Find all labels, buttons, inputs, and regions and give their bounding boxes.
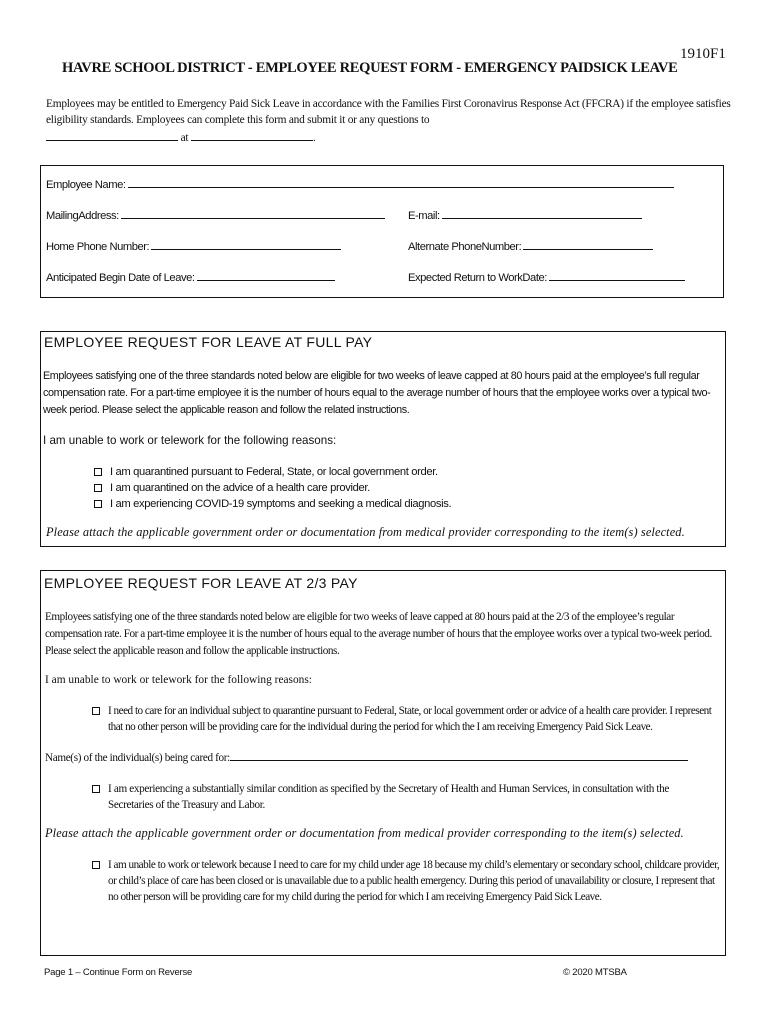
home-phone-input[interactable] bbox=[151, 238, 341, 250]
full-pay-reason-1-checkbox[interactable] bbox=[94, 468, 102, 476]
full-pay-reason-3: I am experiencing COVID-19 symptoms and seeking a medical diagnosis. bbox=[110, 498, 452, 510]
intro-period: . bbox=[312, 132, 316, 144]
contact-name-field[interactable] bbox=[46, 128, 178, 141]
two-thirds-pay-attach-note: Please attach the applicable government order or documentation from medical provider corresponding to the item(s) selected. bbox=[45, 826, 684, 840]
mailing-address-input[interactable] bbox=[121, 207, 385, 219]
full-pay-heading: EMPLOYEE REQUEST FOR LEAVE AT FULL PAY bbox=[44, 334, 376, 350]
two-thirds-pay-section bbox=[40, 570, 726, 956]
email-label: E-mail: bbox=[408, 210, 440, 222]
similar-condition-checkbox[interactable] bbox=[92, 785, 100, 793]
alt-phone-row bbox=[408, 238, 653, 253]
full-pay-reason-2: I am quarantined on the advice of a health care provider. bbox=[110, 482, 370, 494]
footer-copyright: © 2020 MTSBA bbox=[563, 967, 627, 978]
cared-for-names-row bbox=[45, 749, 688, 766]
care-individual-reason: I need to care for an individual subject to quarantine pursuant to Federal, State, or local government order or advice of a health care provider. I represent that no other person will be providing care for the individual during the period for which the I am receiving Emergency Paid Sick Leave. bbox=[108, 705, 712, 733]
return-date-input[interactable] bbox=[549, 269, 685, 281]
cared-for-names-label: Name(s) of the individual(s) being cared for: bbox=[45, 752, 230, 764]
home-phone-row bbox=[46, 238, 341, 253]
intro-text: Employees may be entitled to Emergency Paid Sick Leave in accordance with the Families First Coronavirus Response Act (FFCRA) if the employee satisfies eligibility standards. Employees can complete this form and submit it or any questions to bbox=[46, 98, 731, 126]
two-thirds-pay-description: Employees satisfying one of the three standards noted below are eligible for two weeks of leave capped at 80 hours paid at the 2/3 of the employee’s regular compensation rate. For a part-time employee it is the number of hours equal to the average number of hours that the employee works over a typical two-week period. Please select the applicable reason and follow the applicable instructions. bbox=[45, 611, 712, 657]
care-individual-checkbox[interactable] bbox=[92, 707, 100, 715]
two-thirds-pay-reason-intro: I am unable to work or telework for the following reasons: bbox=[45, 674, 312, 686]
intro-at: at bbox=[180, 132, 189, 144]
begin-date-input[interactable] bbox=[197, 269, 335, 281]
intro-paragraph bbox=[46, 96, 736, 146]
contact-info-field[interactable] bbox=[191, 128, 313, 141]
page-title: HAVRE SCHOOL DISTRICT - EMPLOYEE REQUEST FORM - EMERGENCY PAIDSICK LEAVE bbox=[62, 60, 678, 76]
full-pay-attach-note: Please attach the applicable government order or documentation from medical provider corresponding to the item(s) selected. bbox=[46, 525, 685, 539]
mailing-address-label: MailingAddress: bbox=[46, 210, 119, 222]
employee-info-box bbox=[40, 165, 724, 298]
employee-name-label: Employee Name: bbox=[46, 179, 126, 191]
return-date-label: Expected Return to WorkDate: bbox=[408, 272, 547, 284]
footer-page-note: Page 1 – Continue Form on Reverse bbox=[44, 967, 193, 978]
full-pay-section bbox=[40, 331, 726, 547]
full-pay-reason-intro: I am unable to work or telework for the following reasons: bbox=[43, 434, 337, 447]
email-input[interactable] bbox=[442, 207, 642, 219]
employee-name-input[interactable] bbox=[128, 176, 674, 188]
return-date-row bbox=[408, 269, 685, 284]
full-pay-reason-2-checkbox[interactable] bbox=[94, 484, 102, 492]
child-care-reason: I am unable to work or telework because I need to care for my child under age 18 because my child’s elementary or secondary school, childcare provider, or child’s place of care has been closed or is unavailable due to a public health emergency. During this period of unavailability or closure, I represent that no other person will be providing care for my child during the period for which I am receiving Emergency Paid Sick Leave. bbox=[108, 859, 720, 903]
similar-condition-reason: I am experiencing a substantially similar condition as specified by the Secretary of Health and Human Services, in consultation with the Secretaries of the Treasury and Labor. bbox=[108, 783, 670, 811]
mailing-address-row bbox=[46, 207, 385, 222]
begin-date-row bbox=[46, 269, 335, 284]
two-thirds-pay-heading: EMPLOYEE REQUEST FOR LEAVE AT 2/3 PAY bbox=[44, 575, 362, 591]
cared-for-names-input[interactable] bbox=[230, 749, 688, 761]
form-id: 1910F1 bbox=[680, 46, 726, 62]
employee-name-row bbox=[46, 176, 674, 191]
home-phone-label: Home Phone Number: bbox=[46, 241, 150, 253]
full-pay-description: Employees satisfying one of the three standards noted below are eligible for two weeks of leave capped at 80 hours paid at the employee’s full regular compensation rate. For a part-time employee it is the number of hours equal to the average number of hours that the employee works over a typical two-week period. Please select the applicable reason and follow the related instructions. bbox=[43, 370, 711, 416]
full-pay-reason-1: I am quarantined pursuant to Federal, State, or local government order. bbox=[110, 466, 438, 478]
alt-phone-label: Alternate PhoneNumber: bbox=[408, 241, 522, 253]
alt-phone-input[interactable] bbox=[523, 238, 653, 250]
email-row bbox=[408, 207, 642, 222]
child-care-checkbox[interactable] bbox=[92, 861, 100, 869]
begin-date-label: Anticipated Begin Date of Leave: bbox=[46, 272, 195, 284]
full-pay-reason-3-checkbox[interactable] bbox=[94, 500, 102, 508]
